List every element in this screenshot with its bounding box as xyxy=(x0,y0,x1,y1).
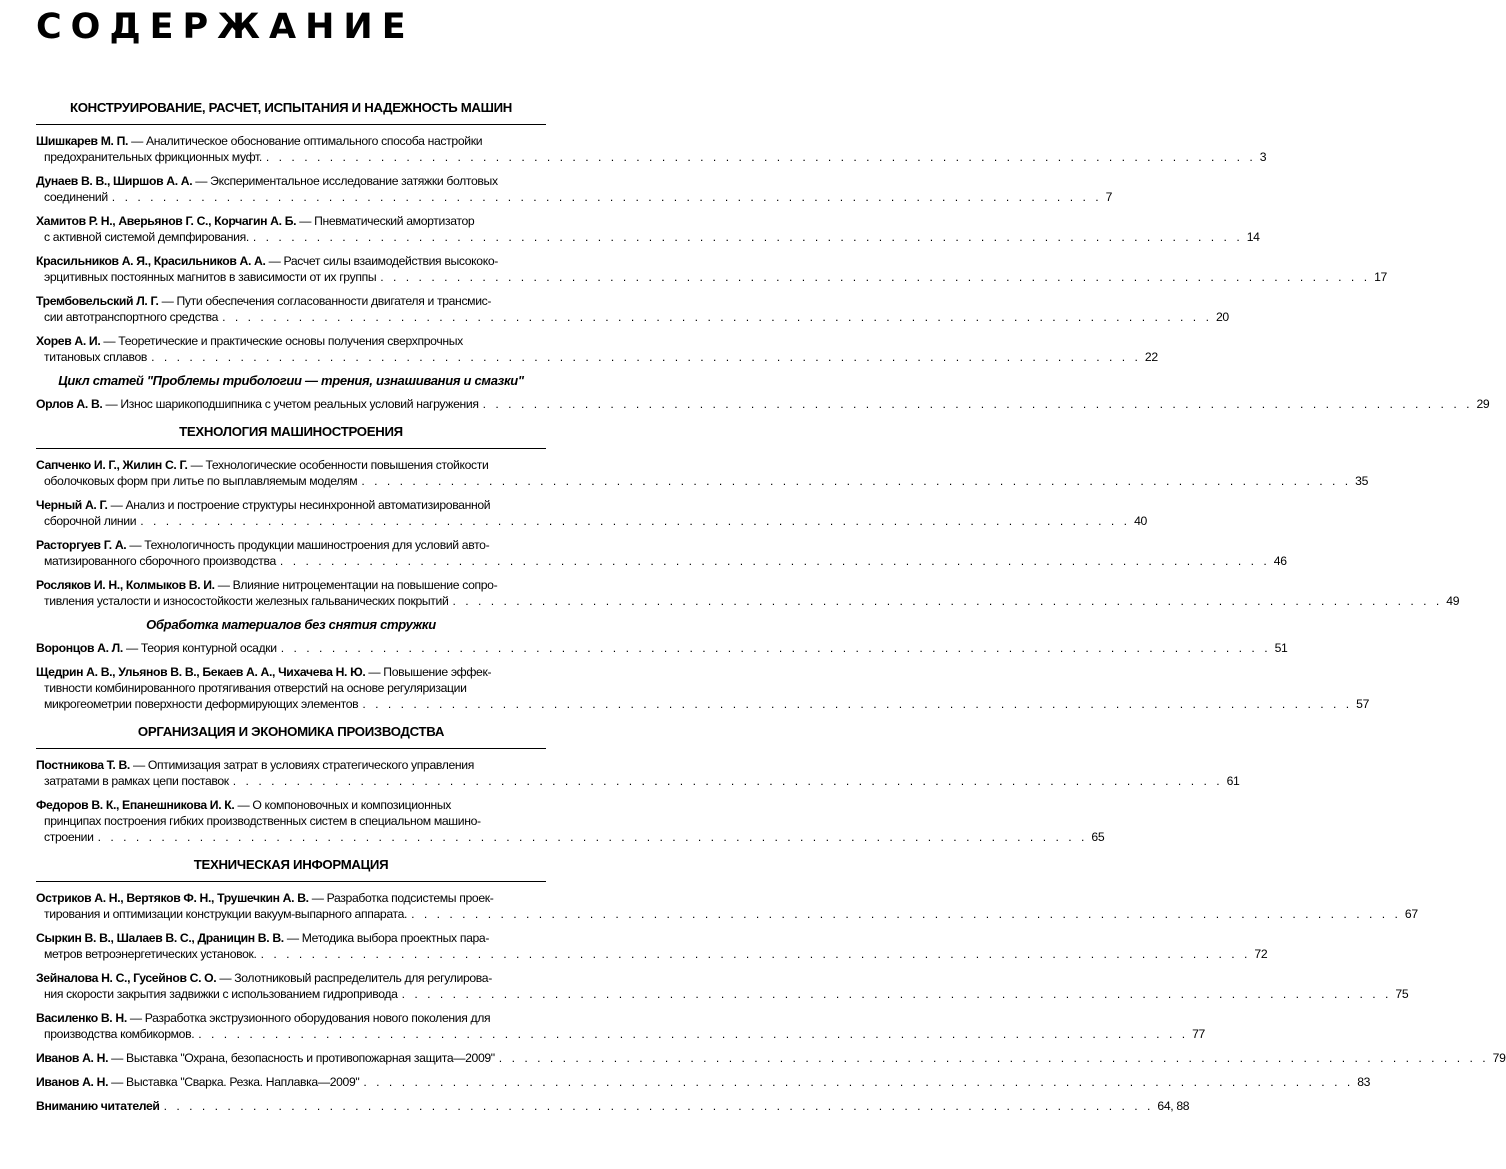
entry-line-2 xyxy=(36,773,1240,789)
page-number: 20 xyxy=(1215,310,1229,324)
toc-entry[interactable] xyxy=(36,890,1418,922)
entry-authors: Орлов А. В. xyxy=(36,397,103,411)
entry-title-continued: затратами в рамках цепи поставок xyxy=(44,774,229,788)
entry-line-1 xyxy=(36,457,546,473)
entry-authors: Сапченко И. Г., Жилин С. Г. xyxy=(36,458,188,472)
entry-title: — Экспериментальное исследование затяжки болтовых xyxy=(192,174,498,188)
entry-line-mid: принципах построения гибких производственных систем в специальном машино- xyxy=(44,814,481,828)
page-number: 64, 88 xyxy=(1157,1099,1190,1113)
dot-leader xyxy=(281,640,1271,656)
entry-authors: Вниманию читателей xyxy=(36,1099,160,1113)
entry-title: — Выставка "Охрана, безопасность и противопожарная защита—2009" xyxy=(108,1051,495,1065)
page-number: 79 xyxy=(1492,1051,1506,1065)
entry-line-1 xyxy=(36,797,546,813)
toc-entry[interactable] xyxy=(36,213,1260,245)
toc-entry[interactable] xyxy=(36,930,1268,962)
page-number: 14 xyxy=(1246,230,1260,244)
entry-line-2 xyxy=(36,593,1460,609)
entry-title-continued: сии автотранспортного средства xyxy=(44,310,219,324)
page-title: СОДЕРЖАНИЕ xyxy=(36,7,415,47)
entry-authors: Расторгуев Г. А. xyxy=(36,538,127,552)
entry-title-continued: титановых сплавов xyxy=(44,350,148,364)
entry-authors: Федоров В. К., Епанешникова И. К. xyxy=(36,798,235,812)
entry-line-2 xyxy=(36,513,1147,529)
entry-line-1 xyxy=(36,253,546,269)
entry-line-2 xyxy=(36,229,1260,245)
page-number: 75 xyxy=(1395,987,1409,1001)
entry-authors: Щедрин А. В., Ульянов В. В., Бекаев А. А., Чихачева Н. Ю. xyxy=(36,665,366,679)
toc-entry[interactable] xyxy=(36,664,1370,712)
entry-authors: Остриков А. Н., Вертяков Ф. Н., Трушечкин А. В. xyxy=(36,891,309,905)
page-number: 67 xyxy=(1404,907,1418,921)
entry-title: — Золотниковый распределитель для регулирова- xyxy=(216,971,492,985)
page-number: 35 xyxy=(1355,474,1369,488)
entry-authors: Иванов А. Н. xyxy=(36,1075,109,1089)
entry-authors: Трембовельский Л. Г. xyxy=(36,294,159,308)
entry-line-2 xyxy=(36,149,1267,165)
entry-line-2 xyxy=(36,1026,1205,1042)
page-number: 49 xyxy=(1446,594,1460,608)
entry-line-1 xyxy=(36,133,546,149)
entry-line-1 xyxy=(36,497,546,513)
entry-title-continued: производства комбикормов. xyxy=(44,1027,195,1041)
toc-entry[interactable] xyxy=(36,457,1369,489)
entry-title-continued: эрцитивных постоянных магнитов в зависимости от их группы xyxy=(44,270,377,284)
entry-line-1 xyxy=(36,293,546,309)
toc-entry[interactable] xyxy=(36,173,1113,205)
dot-leader xyxy=(198,1026,1188,1042)
entry-line-mid: тивности комбинированного протягивания отверстий на основе регуляризации xyxy=(44,681,467,695)
entry-title-continued: сборочной линии xyxy=(44,514,137,528)
entry-title-continued: метров ветроэнергетических установок. xyxy=(44,947,257,961)
section-divider xyxy=(36,748,546,749)
dot-leader xyxy=(164,1098,1154,1114)
dot-leader xyxy=(222,309,1212,325)
dot-leader xyxy=(452,593,1442,609)
toc-entry[interactable] xyxy=(36,396,1490,412)
entry-title-continued: матизированного сборочного производства xyxy=(44,554,276,568)
entry-title-continued: тивления усталости и износостойкости железных гальванических покрытий xyxy=(44,594,449,608)
entry-lead xyxy=(36,1098,160,1114)
entry-line-2 xyxy=(36,189,1113,205)
toc-entry[interactable] xyxy=(36,1050,1506,1066)
entry-authors: Росляков И. Н., Колмыков В. И. xyxy=(36,578,215,592)
entry-line-1 xyxy=(36,890,546,906)
entry-title: — Теория контурной осадки xyxy=(122,641,277,655)
entry-title: — Разработка экструзионного оборудования нового поколения для xyxy=(126,1011,491,1025)
entry-authors: Красильников А. Я., Красильников А. А. xyxy=(36,254,266,268)
page-number: 46 xyxy=(1273,554,1287,568)
entry-line-2 xyxy=(36,696,1370,712)
section-subheading: Цикл статей "Проблемы трибологии — трения, изнашивания и смазки" xyxy=(58,373,524,388)
toc-entry[interactable] xyxy=(36,1010,1205,1042)
entry-line-1 xyxy=(36,213,546,229)
page-number: 7 xyxy=(1105,190,1113,204)
dot-leader xyxy=(402,986,1392,1002)
entry-title-continued: ния скорости закрытия задвижки с использованием гидропривода xyxy=(44,987,398,1001)
section-heading: ТЕХНИЧЕСКАЯ ИНФОРМАЦИЯ xyxy=(193,857,389,872)
entry-line-2 xyxy=(36,829,1105,845)
entry-line-2 xyxy=(36,553,1287,569)
toc-entry[interactable] xyxy=(36,970,1409,1002)
entry-title-continued: с активной системой демпфирования. xyxy=(44,230,249,244)
toc-section xyxy=(36,857,1506,1114)
page-number: 57 xyxy=(1356,697,1370,711)
toc-section xyxy=(36,724,1240,845)
toc-body xyxy=(36,100,1506,1114)
toc-section xyxy=(36,424,1460,712)
entry-authors: Василенко В. Н. xyxy=(36,1011,127,1025)
dot-leader xyxy=(253,229,1243,245)
entry-line-1 xyxy=(36,930,546,946)
section-heading: КОНСТРУИРОВАНИЕ, РАСЧЕТ, ИСПЫТАНИЯ И НАДЕЖНОСТЬ МАШИН xyxy=(69,100,513,115)
page-number: 61 xyxy=(1226,774,1240,788)
toc-entry[interactable] xyxy=(36,253,1387,285)
section-divider xyxy=(36,124,546,125)
toc-entry[interactable] xyxy=(36,757,1240,789)
entry-title-continued: оболочковых форм при литье по выплавляемым моделям xyxy=(44,474,358,488)
toc-entry[interactable] xyxy=(36,293,1229,325)
dot-leader xyxy=(483,396,1473,412)
section-heading: ТЕХНОЛОГИЯ МАШИНОСТРОЕНИЯ xyxy=(179,424,403,439)
dot-leader xyxy=(380,269,1370,285)
entry-title-continued: предохранительных фрикционных муфт. xyxy=(44,150,262,164)
entry-title: — Пневматический амортизатор xyxy=(296,214,475,228)
entry-title-continued: соединений xyxy=(44,190,108,204)
entry-line-2 xyxy=(36,473,1369,489)
toc-entry[interactable] xyxy=(36,577,1460,609)
section-heading: ОРГАНИЗАЦИЯ И ЭКОНОМИКА ПРОИЗВОДСТВА xyxy=(137,724,445,739)
entry-title: — Теоретические и практические основы получения сверхпрочных xyxy=(100,334,463,348)
entry-line-1 xyxy=(36,173,546,189)
dot-leader xyxy=(411,906,1401,922)
entry-lead xyxy=(36,1074,359,1090)
entry-title: — Пути обеспечения согласованности двигателя и трансмис- xyxy=(158,294,492,308)
entry-title: — Выставка "Сварка. Резка. Наплавка—2009" xyxy=(108,1075,360,1089)
entry-line-1 xyxy=(36,537,546,553)
entry-authors: Черный А. Г. xyxy=(36,498,108,512)
entry-title: — О компоновочных и композиционных xyxy=(234,798,451,812)
entry-title: — Технологичность продукции машиностроения для условий авто- xyxy=(126,538,490,552)
dot-leader xyxy=(140,513,1130,529)
dot-leader xyxy=(280,553,1270,569)
entry-title-continued: строении xyxy=(44,830,94,844)
toc-entry[interactable] xyxy=(36,497,1147,529)
entry-title: — Расчет силы взаимодействия высококо- xyxy=(265,254,498,268)
entry-title: — Износ шарикоподшипника с учетом реальных условий нагружения xyxy=(102,397,479,411)
toc-section xyxy=(36,100,1490,412)
entry-authors: Постникова Т. В. xyxy=(36,758,130,772)
page-number: 40 xyxy=(1134,514,1147,528)
dot-leader xyxy=(266,149,1256,165)
entry-authors: Шишкарев М. П. xyxy=(36,134,129,148)
toc-entry[interactable] xyxy=(36,640,1288,656)
dot-leader xyxy=(98,829,1088,845)
toc-entry[interactable] xyxy=(36,1098,1190,1114)
entry-line-1 xyxy=(36,577,546,593)
dot-leader xyxy=(151,349,1141,365)
section-divider xyxy=(36,881,546,882)
page-number: 22 xyxy=(1144,350,1158,364)
page-number: 51 xyxy=(1274,641,1288,655)
entry-title: — Технологические особенности повышения стойкости xyxy=(187,458,489,472)
entry-title-continued: тирования и оптимизации конструкции вакуум-выпарного аппарата. xyxy=(44,907,408,921)
entry-title-continued: микрогеометрии поверхности деформирующих элементов xyxy=(44,697,359,711)
entry-line-1 xyxy=(36,333,546,349)
section-divider xyxy=(36,448,546,449)
toc-entry[interactable] xyxy=(36,1074,1371,1090)
entry-authors: Сыркин В. В., Шалаев В. С., Драницин В. В. xyxy=(36,931,284,945)
entry-authors: Зейналова Н. С., Гусейнов С. О. xyxy=(36,971,217,985)
entry-line-1 xyxy=(36,1010,546,1026)
entry-title: — Разработка подсистемы проек- xyxy=(308,891,494,905)
entry-lead xyxy=(36,1050,495,1066)
toc-entry[interactable] xyxy=(36,537,1287,569)
toc-entry[interactable] xyxy=(36,333,1158,365)
dot-leader xyxy=(363,1074,1353,1090)
page-number: 83 xyxy=(1357,1075,1371,1089)
toc-entry[interactable] xyxy=(36,797,1105,845)
page-number: 72 xyxy=(1254,947,1268,961)
entry-line-1 xyxy=(36,757,546,773)
dot-leader xyxy=(361,473,1351,489)
entry-title: — Влияние нитроцементации на повышение сопро- xyxy=(214,578,498,592)
dot-leader xyxy=(499,1050,1489,1066)
page-number: 65 xyxy=(1091,830,1105,844)
entry-lead xyxy=(36,396,479,412)
entry-line-2 xyxy=(36,349,1158,365)
entry-line-2 xyxy=(36,309,1229,325)
dot-leader xyxy=(261,946,1251,962)
entry-title: — Оптимизация затрат в условиях стратегического управления xyxy=(129,758,475,772)
entry-authors: Иванов А. Н. xyxy=(36,1051,109,1065)
entry-line-2 xyxy=(36,906,1418,922)
entry-authors: Воронцов А. Л. xyxy=(36,641,123,655)
dot-leader xyxy=(233,773,1223,789)
entry-authors: Дунаев В. В., Ширшов А. А. xyxy=(36,174,193,188)
section-subheading: Обработка материалов без снятия стружки xyxy=(146,617,436,632)
entry-line-1 xyxy=(36,664,546,680)
entry-title: — Аналитическое обоснование оптимального способа настройки xyxy=(128,134,483,148)
toc-entry[interactable] xyxy=(36,133,1267,165)
page-number: 77 xyxy=(1192,1027,1205,1041)
entry-authors: Хорев А. И. xyxy=(36,334,101,348)
entry-line-1 xyxy=(36,970,546,986)
entry-lead xyxy=(36,640,277,656)
entry-title: — Повышение эффек- xyxy=(365,665,492,679)
entry-line-2 xyxy=(36,269,1387,285)
entry-line-2 xyxy=(36,946,1268,962)
dot-leader xyxy=(112,189,1102,205)
entry-title: — Методика выбора проектных пара- xyxy=(283,931,490,945)
entry-title: — Анализ и построение структуры несинхронной автоматизированной xyxy=(107,498,491,512)
dot-leader xyxy=(362,696,1352,712)
entry-authors: Хамитов Р. Н., Аверьянов Г. С., Корчагин А. Б. xyxy=(36,214,297,228)
page-number: 3 xyxy=(1259,150,1267,164)
page-number: 17 xyxy=(1374,270,1387,284)
entry-line-2 xyxy=(36,986,1409,1002)
page-number: 29 xyxy=(1476,397,1490,411)
